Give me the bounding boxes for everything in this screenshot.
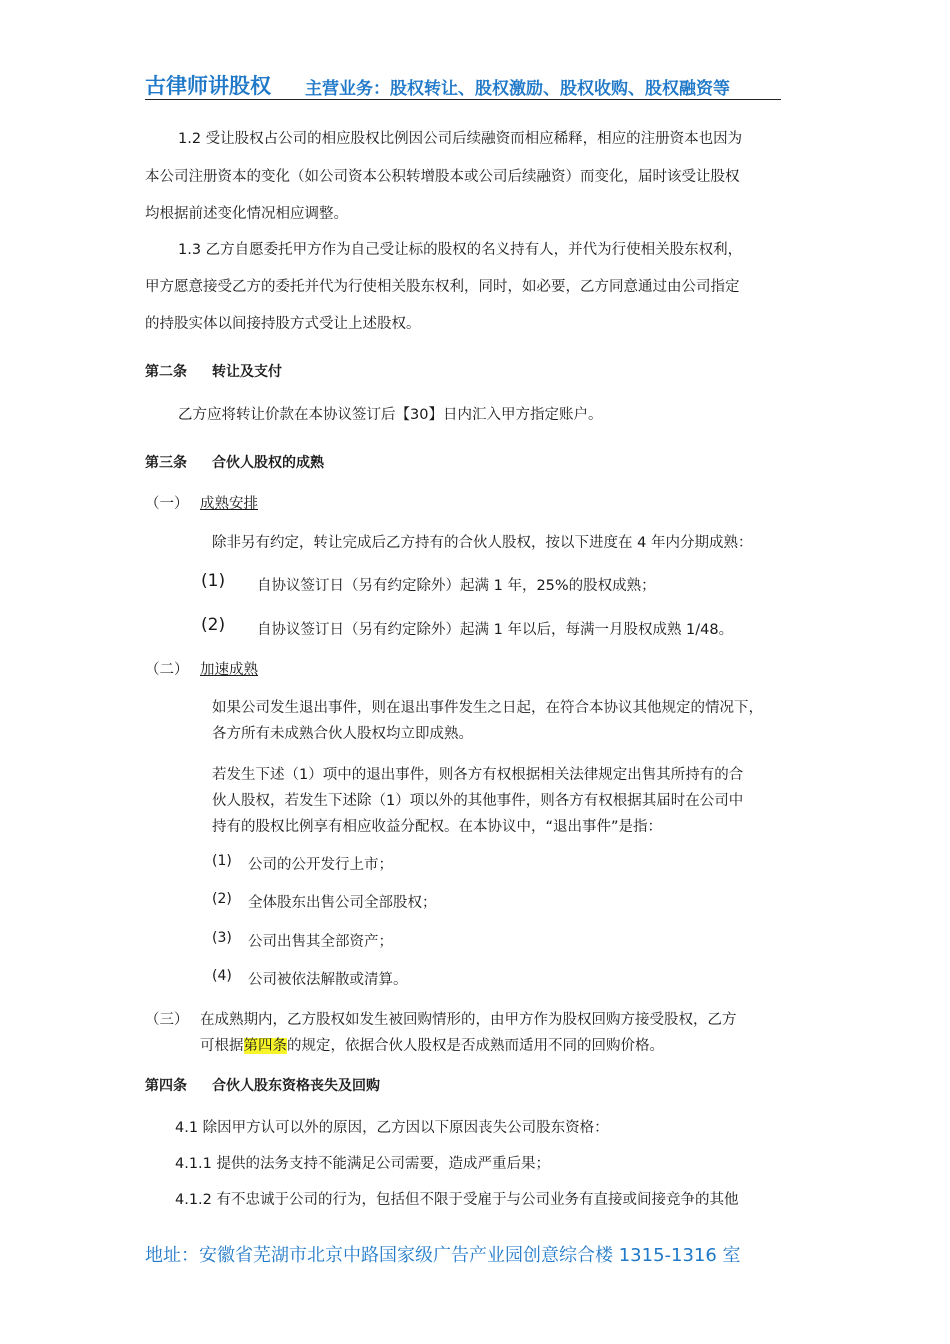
vesting-item-1-number: (1): [201, 571, 226, 591]
vesting-item-1-text: 自协议签订日（另有约定除外）起满 1 年，25%的股权成熟；: [257, 578, 656, 594]
exit-event-4-number: (4): [212, 968, 232, 984]
exit-event-3-number: (3): [212, 930, 232, 946]
clause-1-3-line-1: 1.3 乙方自愿委托甲方作为自己受让标的股权的名义持有人，并代为行使相关股东权利，: [178, 242, 743, 258]
section-2-para-1-line-1: 如果公司发生退出事件，则在退出事件发生之日起，在符合本协议其他规定的情况下，: [212, 700, 763, 716]
article-2-text: 乙方应将转让价款在本协议签订后【30】日内汇入甲方指定账户。: [178, 407, 603, 423]
exit-event-3-text: 公司出售其全部资产；: [248, 934, 393, 950]
clause-4-1: 4.1 除因甲方认可以外的原因，乙方因以下原因丧失公司股东资格：: [175, 1120, 609, 1136]
article-2-title: 转让及支付: [212, 364, 282, 380]
section-3-line-2-end: 的规定，依据合伙人股权是否成熟而适用不同的回购价格。: [287, 1038, 664, 1054]
vesting-item-2-text: 自协议签订日（另有约定除外）起满 1 年以后，每满一月股权成熟 1/48。: [257, 622, 734, 638]
brand-title: 古律师讲股权: [145, 74, 271, 98]
exit-event-2-text: 全体股东出售公司全部股权；: [248, 895, 437, 911]
clause-1-2-line-3: 均根据前述变化情况相应调整。: [145, 206, 348, 222]
clause-1-2-line-1: 1.2 受让股权占公司的相应股权比例因公司后续融资而相应稀释，相应的注册资本也因为: [178, 131, 743, 147]
article-3-number: 第三条: [145, 455, 187, 471]
exit-event-1-number: (1): [212, 853, 232, 869]
article-3-title: 合伙人股权的成熟: [212, 455, 324, 471]
clause-1-3-line-3: 的持股实体以间接持股方式受让上述股权。: [145, 316, 421, 332]
exit-event-4-text: 公司被依法解散或清算。: [248, 972, 408, 988]
section-3-line-2: [200, 1034, 664, 1055]
section-3-line-1: 在成熟期内，乙方股权如发生被回购情形的，由甲方作为股权回购方接受股权，乙方: [200, 1012, 737, 1028]
clause-1-3-line-2: 甲方愿意接受乙方的委托并代为行使相关股东权利，同时，如必要，乙方同意通过由公司指定: [145, 279, 740, 295]
clause-4-1-2: 4.1.2 有不忠诚于公司的行为，包括但不限于受雇于与公司业务有直接或间接竞争的其他: [175, 1192, 739, 1208]
article-2-number: 第二条: [145, 364, 187, 380]
business-scope: 主营业务：股权转让、股权激励、股权收购、股权融资等: [305, 79, 730, 99]
clause-4-1-1: 4.1.1 提供的法务支持不能满足公司需要，造成严重后果；: [175, 1156, 551, 1172]
article-4-reference-highlight: 第四条: [243, 1038, 287, 1054]
section-1-number: （一）: [145, 496, 189, 512]
header-divider: [145, 99, 781, 100]
section-2-title: 加速成熟: [200, 662, 258, 678]
section-2-para-2-line-2: 伙人股权，若发生下述除（1）项以外的其他事件，则各方有权根据其届时在公司中: [212, 793, 744, 809]
footer-address: 地址：安徽省芜湖市北京中路国家级广告产业园创意综合楼 1315-1316 室: [145, 1245, 741, 1266]
section-2-para-2-line-3: 持有的股权比例享有相应收益分配权。在本协议中，“退出事件”是指：: [212, 819, 663, 835]
section-1-title: 成熟安排: [200, 496, 258, 512]
section-3-number: （三）: [145, 1012, 189, 1028]
article-4-number: 第四条: [145, 1078, 187, 1094]
section-3-line-2-start: 可根据: [200, 1038, 244, 1054]
exit-event-1-text: 公司的公开发行上市；: [248, 857, 393, 873]
vesting-item-2-number: (2): [201, 615, 226, 635]
section-2-para-2-line-1: 若发生下述（1）项中的退出事件，则各方有权根据相关法律规定出售其所持有的合: [212, 767, 744, 783]
exit-event-2-number: (2): [212, 891, 232, 907]
clause-1-2-line-2: 本公司注册资本的变化（如公司资本公积转增股本或公司后续融资）而变化，届时该受让股权: [145, 169, 740, 185]
article-4-title: 合伙人股东资格丧失及回购: [212, 1078, 380, 1094]
section-2-para-1-line-2: 各方所有未成熟合伙人股权均立即成熟。: [212, 726, 473, 742]
section-2-number: （二）: [145, 662, 189, 678]
section-1-text: 除非另有约定，转让完成后乙方持有的合伙人股权，按以下进度在 4 年内分期成熟：: [212, 535, 753, 551]
